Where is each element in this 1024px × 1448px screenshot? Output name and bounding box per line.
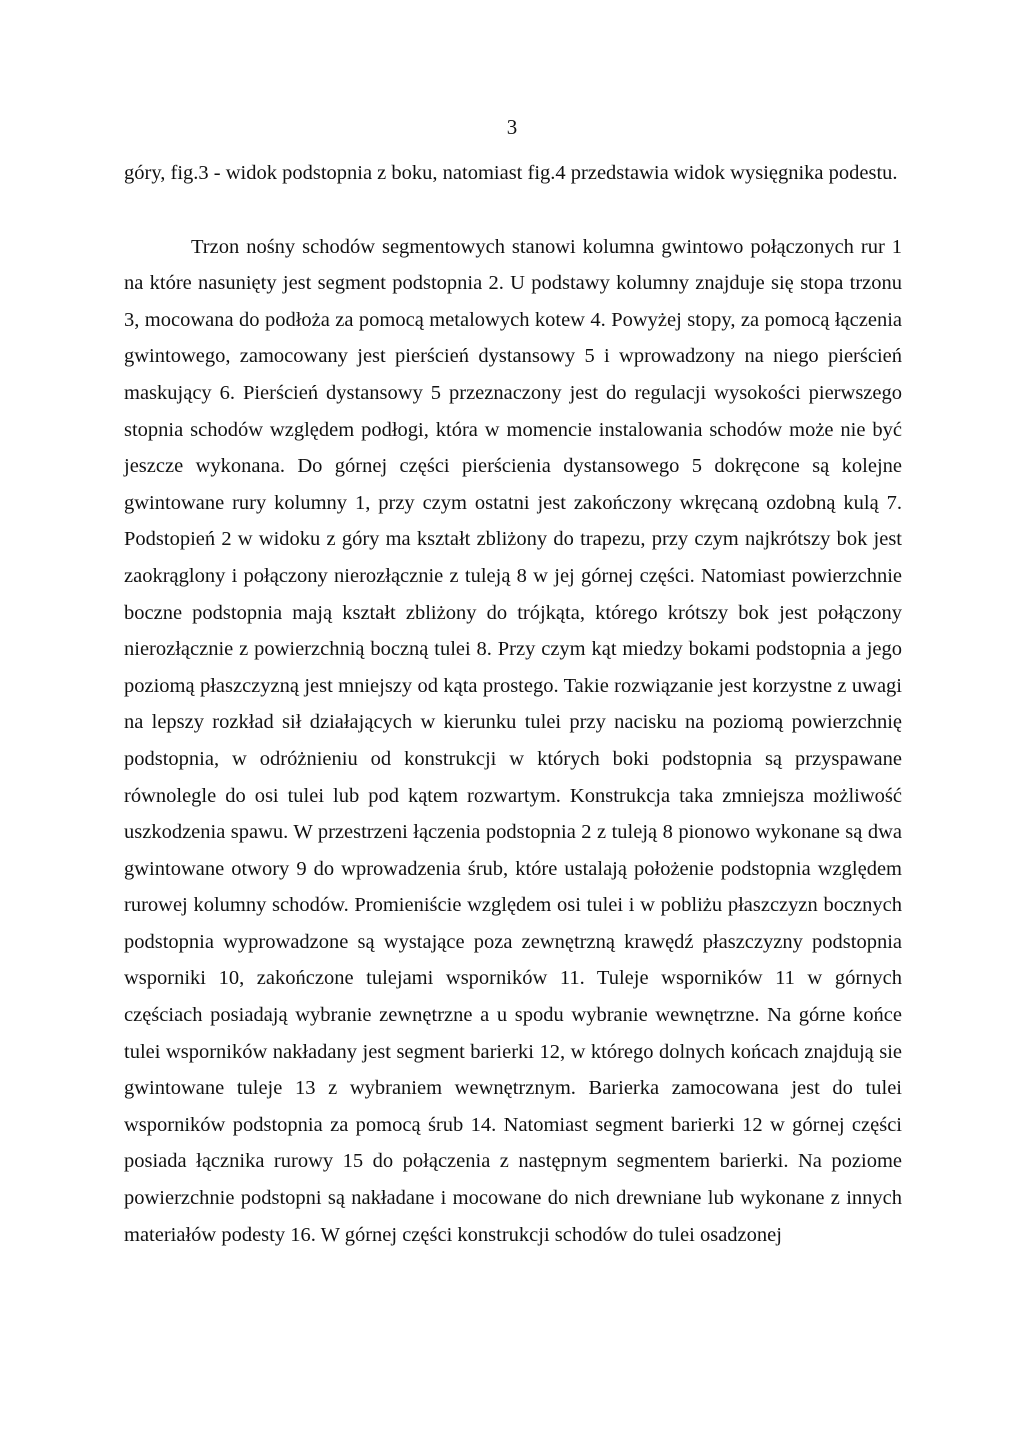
- main-paragraph: Trzon nośny schodów segmentowych stanowi kolumna gwintowo połączonych rur 1 na które nasunięty jest segment podstopnia 2. U podstawy kolumny znajduje się stopa trzonu 3, mocowana do podłoża za pomocą metalowych kotew 4. Powyżej stopy, za pomocą łączenia gwintowego, zamocowany jest pierścień dystansowy 5 i wprowadzony na niego pierścień maskujący 6. Pierścień dystansowy 5 przeznaczony jest do regulacji wysokości pierwszego stopnia schodów względem podłogi, która w momencie instalowania schodów może nie być jeszcze wykonana. Do górnej części pierścienia dystansowego 5 dokręcone są kolejne gwintowane rury kolumny 1, przy czym ostatni jest zakończony wkręcaną ozdobną kulą 7. Podstopień 2 w widoku z góry ma kształt zbliżony do trapezu, przy czym najkrótszy bok jest zaokrąglony i połączony nierozłącznie z tuleją 8 w jej górnej części. Natomiast powierzchnie boczne podstopnia mają kształt zbliżony do trójkąta, którego krótszy bok jest połączony nierozłącznie z powierzchnią boczną tulei 8. Przy czym kąt miedzy bokami podstopnia a jego poziomą płaszczyzną jest mniejszy od kąta prostego. Takie rozwiązanie jest korzystne z uwagi na lepszy rozkład sił działających w kierunku tulei przy nacisku na poziomą powierzchnię podstopnia, w odróżnieniu od konstrukcji w których boki podstopnia są przyspawane równolegle do osi tulei lub pod kątem rozwartym. Konstrukcja taka zmniejsza możliwość uszkodzenia spawu. W przestrzeni łączenia podstopnia 2 z tuleją 8 pionowo wykonane są dwa gwintowane otwory 9 do wprowadzenia śrub, które ustalają położenie podstopnia względem rurowej kolumny schodów. Promieniście względem osi tulei i w pobliżu płaszczyzn bocznych podstopnia wyprowadzone są wystające poza zewnętrzną krawędź płaszczyzny podstopnia wsporniki 10, zakończone tulejami wsporników 11. Tuleje wsporników 11 w górnych częściach posiadają wybranie zewnętrzne a u spodu wybranie wewnętrzne. Na górne końce tulei wsporników nakładany jest segment barierki 12, w którego dolnych końcach znajdują sie gwintowane tuleje 13 z wybraniem wewnętrznym. Barierka zamocowana jest do tulei wsporników podstopnia za pomocą śrub 14. Natomiast segment barierki 12 w górnej części posiada łącznika rurowy 15 do połączenia z następnym segmentem barierki. Na poziome powierzchnie podstopni są nakładane i mocowane do nich drewniane lub wykonane z innych materiałów podesty 16. W górnej części konstrukcji schodów do tulei osadzonej: [124, 235, 902, 1246]
- intro-paragraph: góry, fig.3 - widok podstopnia z boku, natomiast fig.4 przedstawia widok wysięgnika podestu.: [124, 162, 898, 184]
- page-number: 3: [506, 115, 518, 139]
- document-body: [124, 155, 902, 1253]
